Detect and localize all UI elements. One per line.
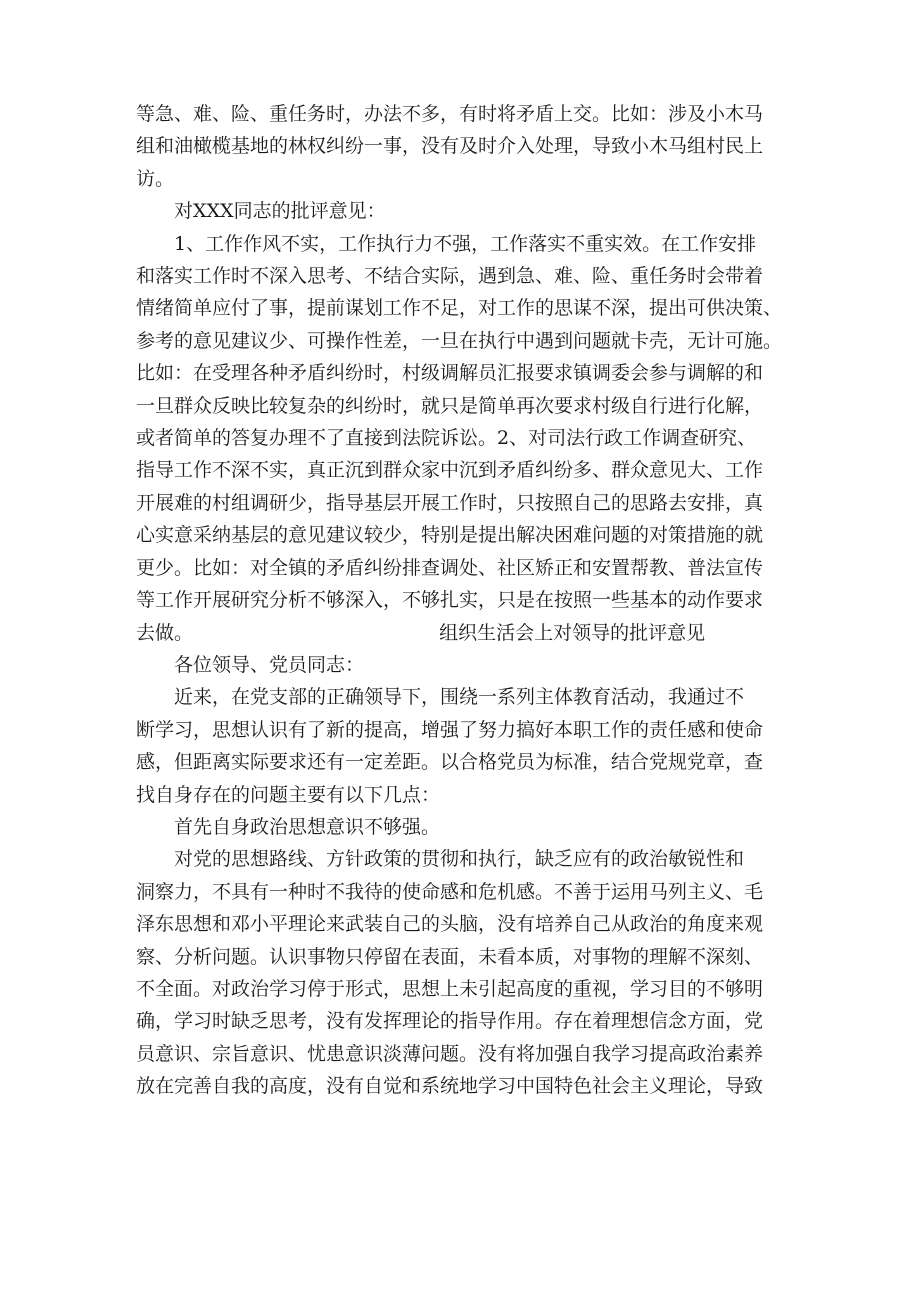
text-line: 或者简单的答复办理不了直接到法院诉讼。2、对司法行政工作调查研究、 [136, 427, 757, 450]
text-line: 断学习，思想认识有了新的提高，增强了努力搞好本职工作的责任感和使命 [136, 718, 764, 741]
text-line: 一旦群众反映比较复杂的纠纷时，就只是简单再次要求村级自行进行化解， [136, 394, 764, 417]
text-line: 1、工作作风不实，工作执行力不强，工作落实不重实效。在工作安排 [174, 232, 757, 255]
text-line: 找自身存在的问题主要有以下几点： [136, 783, 441, 806]
section-heading: 首先自身政治思想意识不够强。 [174, 815, 441, 838]
text-line: 洞察力，不具有一种时不我待的使命感和危机感。不善于运用马列主义、毛 [136, 880, 764, 903]
text-line: 更少。比如：对全镇的矛盾纠纷排查调处、社区矫正和安置帮教、普法宣传 [136, 556, 764, 579]
text-line: 泽东思想和邓小平理论来武装自己的头脑，没有培养自己从政治的角度来观 [136, 913, 764, 936]
salutation: 各位领导、党员同志： [174, 653, 365, 676]
text-line: 放在完善自我的高度，没有自觉和系统地学习中国特色社会主义理论，导致 [136, 1075, 764, 1098]
text-line: 不全面。对政治学习停于形式，思想上未引起高度的重视，学习目的不够明 [136, 977, 764, 1000]
document-title: 组织生活会上对领导的批评意见 [439, 621, 706, 644]
text-line: 确，学习时缺乏思考，没有发挥理论的指导作用。存在着理想信念方面，党 [136, 1010, 764, 1033]
text-line: 参考的意见建议少、可操作性差，一旦在执行中遇到问题就卡壳，无计可施。 [136, 329, 783, 352]
text-line: 去做。 [136, 621, 194, 644]
document-body [136, 98, 796, 1103]
section-heading: 对XXX同志的批评意见： [174, 200, 386, 223]
text-line: 等急、难、险、重任务时，办法不多，有时将矛盾上交。比如：涉及小木马 [136, 103, 764, 125]
text-line: 感，但距离实际要求还有一定差距。以合格党员为标准，结合党规党章，查 [136, 751, 764, 774]
text-line: 组和油橄榄基地的林权纠纷一事，没有及时介入处理，导致小木马组村民上 [136, 135, 764, 158]
text-line: 指导工作不深不实，真正沉到群众家中沉到矛盾纠纷多、群众意见大、工作 [136, 459, 764, 482]
text-line: 访。 [136, 167, 175, 190]
text-line: 近来，在党支部的正确领导下，围绕一系列主体教育活动，我通过不 [174, 686, 745, 709]
text-line: 对党的思想路线、方针政策的贯彻和执行，缺乏应有的政治敏锐性和 [174, 848, 745, 871]
text-line-with-title [136, 617, 796, 649]
text-line: 等工作开展研究分析不够深入，不够扎实，只是在按照一些基本的动作要求 [136, 589, 764, 612]
text-line: 察、分析问题。认识事物只停留在表面，未看本质，对事物的理解不深刻、 [136, 945, 764, 968]
text-line: 员意识、宗旨意识、忧患意识淡薄问题。没有将加强自我学习提高政治素养 [136, 1042, 764, 1065]
text-line: 心实意采纳基层的意见建议较少，特别是提出解决困难问题的对策措施的就 [136, 524, 764, 547]
text-line: 开展难的村组调研少，指导基层开展工作时，只按照自己的思路去安排，真 [136, 491, 764, 514]
text-line: 比如：在受理各种矛盾纠纷时，村级调解员汇报要求镇调委会参与调解的和 [136, 362, 764, 385]
text-line: 情绪简单应付了事，提前谋划工作不足，对工作的思谋不深，提出可供决策、 [136, 297, 783, 320]
text-line: 和落实工作时不深入思考、不结合实际，遇到急、难、险、重任务时会带着 [136, 265, 764, 288]
